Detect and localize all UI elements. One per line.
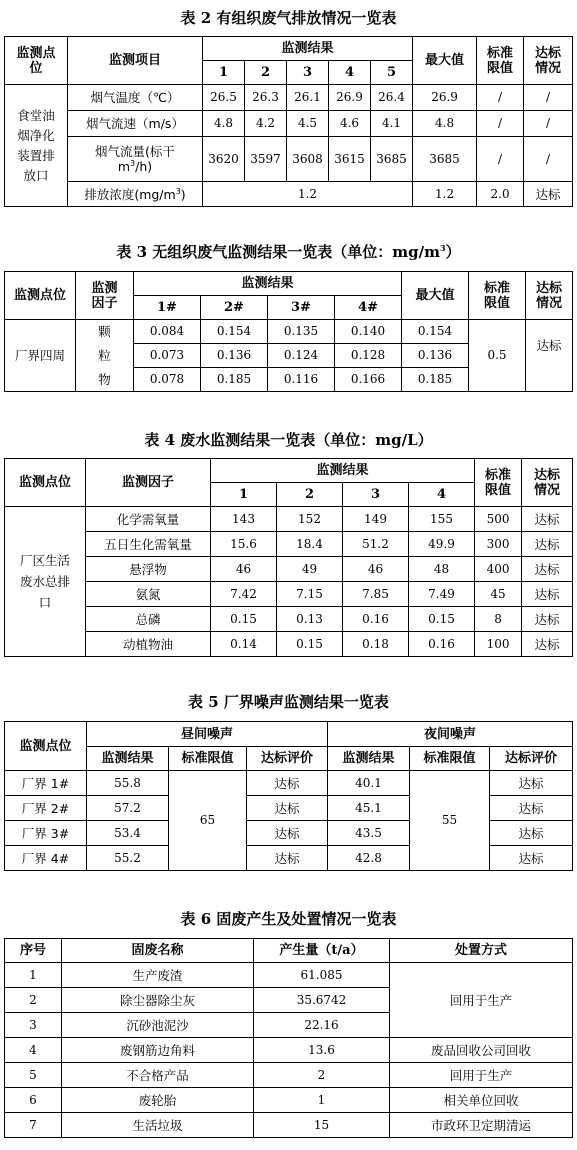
t6-head-disposal: 处置方式 bbox=[390, 939, 573, 963]
table-row bbox=[5, 1063, 573, 1088]
t3-value: 0.136 bbox=[201, 344, 268, 368]
t5-night-eval: 达标 bbox=[490, 771, 573, 796]
t4-value: 7.49 bbox=[409, 582, 475, 607]
table-row bbox=[5, 963, 573, 988]
table6-caption: 表 6 固废产生及处置情况一览表 bbox=[180, 910, 397, 928]
t2-ok: / bbox=[524, 85, 573, 111]
t4-value: 152 bbox=[277, 507, 343, 532]
t5-head-night-result: 监测结果 bbox=[328, 747, 410, 771]
t4-value: 7.42 bbox=[211, 582, 277, 607]
t3-point: 厂界四周 bbox=[5, 320, 76, 392]
t5-night-result: 40.1 bbox=[328, 771, 410, 796]
t3-head-n3: 3# bbox=[268, 296, 335, 320]
t4-value: 0.18 bbox=[343, 632, 409, 657]
t2-limit: / bbox=[477, 85, 524, 111]
table-row bbox=[5, 532, 573, 557]
t6-no: 3 bbox=[5, 1013, 62, 1038]
t6-name: 沉砂池泥沙 bbox=[62, 1013, 254, 1038]
table-row bbox=[5, 632, 573, 657]
t4-value: 0.16 bbox=[409, 632, 475, 657]
t2-head-item: 监测项目 bbox=[68, 37, 203, 85]
t4-value: 7.85 bbox=[343, 582, 409, 607]
t5-night-eval: 达标 bbox=[490, 796, 573, 821]
t4-value: 18.4 bbox=[277, 532, 343, 557]
t2-limit: / bbox=[477, 137, 524, 182]
t4-factor: 氨氮 bbox=[86, 582, 211, 607]
t4-factor: 化学需氧量 bbox=[86, 507, 211, 532]
t2-max: 3685 bbox=[413, 137, 477, 182]
t5-head-day: 昼间噪声 bbox=[87, 722, 328, 747]
t6-disposal: 市政环卫定期清运 bbox=[390, 1113, 573, 1138]
t4-ok: 达标 bbox=[522, 632, 573, 657]
t2-value: 4.5 bbox=[287, 111, 329, 137]
t2-item: 烟气温度（℃） bbox=[68, 85, 203, 111]
table-row bbox=[5, 1088, 573, 1113]
t4-head-n3: 3 bbox=[343, 483, 409, 507]
t6-disposal: 回用于生产 bbox=[390, 1063, 573, 1088]
t4-point: 厂区生活 废水总排 口 bbox=[5, 507, 86, 657]
t2-value: 3608 bbox=[287, 137, 329, 182]
t4-value: 0.15 bbox=[211, 607, 277, 632]
t2-head-n1: 1 bbox=[203, 61, 245, 85]
t4-ok: 达标 bbox=[522, 507, 573, 532]
t3-value: 0.084 bbox=[134, 320, 201, 344]
table-row bbox=[5, 557, 573, 582]
table4-caption: 表 4 废水监测结果一览表（单位：mg/L） bbox=[144, 431, 433, 449]
t2-value: 26.1 bbox=[287, 85, 329, 111]
t4-value: 46 bbox=[343, 557, 409, 582]
t6-name: 生产废渣 bbox=[62, 963, 254, 988]
t5-night-result: 43.5 bbox=[328, 821, 410, 846]
t4-value: 46 bbox=[211, 557, 277, 582]
t2-conc-sup: 3 bbox=[175, 186, 181, 196]
t4-value: 0.16 bbox=[343, 607, 409, 632]
t4-value: 15.6 bbox=[211, 532, 277, 557]
t4-head-limit: 标准 限值 bbox=[475, 459, 522, 507]
t6-no: 7 bbox=[5, 1113, 62, 1138]
t2-value: 26.3 bbox=[245, 85, 287, 111]
table-row bbox=[5, 320, 573, 344]
t2-head-n2: 2 bbox=[245, 61, 287, 85]
t2-conc-max: 1.2 bbox=[413, 182, 477, 207]
t2-max: 4.8 bbox=[413, 111, 477, 137]
t2-conc-value: 1.2 bbox=[203, 182, 413, 207]
t5-day-eval: 达标 bbox=[247, 821, 328, 846]
t6-disposal: 相关单位回收 bbox=[390, 1088, 573, 1113]
table-row bbox=[5, 771, 573, 796]
t2-head-max: 最大值 bbox=[413, 37, 477, 85]
t5-night-eval: 达标 bbox=[490, 846, 573, 871]
t6-name: 废钢筋边角料 bbox=[62, 1038, 254, 1063]
t2-head-point: 监测点 位 bbox=[5, 37, 68, 85]
t4-limit: 300 bbox=[475, 532, 522, 557]
t2-item-unit: m bbox=[117, 159, 131, 174]
t6-disposal: 废品回收公司回收 bbox=[390, 1038, 573, 1063]
t6-no: 4 bbox=[5, 1038, 62, 1063]
t2-value: 4.2 bbox=[245, 111, 287, 137]
t2-value: 26.9 bbox=[329, 85, 371, 111]
t3-caption-end: ） bbox=[445, 243, 461, 261]
t2-value: 3620 bbox=[203, 137, 245, 182]
t2-value: 4.1 bbox=[371, 111, 413, 137]
t4-ok: 达标 bbox=[522, 582, 573, 607]
t3-value: 0.185 bbox=[201, 368, 268, 392]
t2-value: 3685 bbox=[371, 137, 413, 182]
t5-head-point: 监测点位 bbox=[5, 722, 87, 771]
t5-night-result: 42.8 bbox=[328, 846, 410, 871]
t2-value: 26.4 bbox=[371, 85, 413, 111]
table2-caption: 表 2 有组织废气排放情况一览表 bbox=[180, 9, 397, 27]
t2-value: 26.5 bbox=[203, 85, 245, 111]
t2-max: 26.9 bbox=[413, 85, 477, 111]
table-row bbox=[5, 182, 573, 207]
table-row bbox=[5, 1038, 573, 1063]
t5-day-result: 55.8 bbox=[87, 771, 169, 796]
t3-max: 0.154 bbox=[402, 320, 469, 344]
t3-limit: 0.5 bbox=[469, 320, 526, 392]
t4-head-point: 监测点位 bbox=[5, 459, 86, 507]
t2-value: 4.8 bbox=[203, 111, 245, 137]
t6-amount: 2 bbox=[254, 1063, 390, 1088]
t2-item: 烟气流速（m/s） bbox=[68, 111, 203, 137]
table3 bbox=[4, 271, 573, 392]
t5-head-day-eval: 达标评价 bbox=[247, 747, 328, 771]
t4-head-n1: 1 bbox=[211, 483, 277, 507]
t2-conc-text: 排放浓度(mg/m bbox=[84, 186, 176, 202]
t6-amount: 1 bbox=[254, 1088, 390, 1113]
t2-item bbox=[68, 137, 203, 182]
t2-point: 食堂油 烟净化 装置排 放口 bbox=[5, 85, 68, 207]
t5-night-result: 45.1 bbox=[328, 796, 410, 821]
table5-caption: 表 5 厂界噪声监测结果一览表 bbox=[188, 693, 389, 711]
t6-head-no: 序号 bbox=[5, 939, 62, 963]
t5-point: 厂界 3# bbox=[5, 821, 87, 846]
t6-amount: 22.16 bbox=[254, 1013, 390, 1038]
t2-head-ok: 达标 情况 bbox=[524, 37, 573, 85]
t2-ok: / bbox=[524, 137, 573, 182]
t3-head-max: 最大值 bbox=[402, 272, 469, 320]
t4-value: 0.13 bbox=[277, 607, 343, 632]
t2-value: 4.6 bbox=[329, 111, 371, 137]
t4-value: 51.2 bbox=[343, 532, 409, 557]
t4-value: 149 bbox=[343, 507, 409, 532]
t3-ok: 达标 bbox=[526, 320, 573, 392]
t3-head-limit: 标准 限值 bbox=[469, 272, 526, 320]
t5-day-result: 53.4 bbox=[87, 821, 169, 846]
t2-head-n3: 3 bbox=[287, 61, 329, 85]
t2-head-limit: 标准 限值 bbox=[477, 37, 524, 85]
t5-day-eval: 达标 bbox=[247, 846, 328, 871]
table3-caption bbox=[0, 242, 577, 262]
t4-limit: 45 bbox=[475, 582, 522, 607]
t6-name: 生活垃圾 bbox=[62, 1113, 254, 1138]
t3-head-point: 监测点位 bbox=[5, 272, 76, 320]
table-row bbox=[5, 507, 573, 532]
t4-limit: 400 bbox=[475, 557, 522, 582]
t4-factor: 动植物油 bbox=[86, 632, 211, 657]
t6-head-name: 固废名称 bbox=[62, 939, 254, 963]
t4-value: 143 bbox=[211, 507, 277, 532]
table-row bbox=[5, 607, 573, 632]
t3-max: 0.136 bbox=[402, 344, 469, 368]
t5-point: 厂界 2# bbox=[5, 796, 87, 821]
t2-item-unit-end: /h) bbox=[135, 159, 153, 174]
t4-head-factor: 监测因子 bbox=[86, 459, 211, 507]
t2-item-sup: 3 bbox=[130, 158, 136, 168]
table4 bbox=[4, 458, 573, 657]
t2-value: 3597 bbox=[245, 137, 287, 182]
t3-value: 0.166 bbox=[335, 368, 402, 392]
table-row bbox=[5, 1113, 573, 1138]
t4-value: 49 bbox=[277, 557, 343, 582]
t3-factor-char: 物 bbox=[76, 368, 134, 392]
t5-head-day-result: 监测结果 bbox=[87, 747, 169, 771]
t5-day-result: 55.2 bbox=[87, 846, 169, 871]
t6-name: 除尘器除尘灰 bbox=[62, 988, 254, 1013]
t3-head-results: 监测结果 bbox=[134, 272, 402, 296]
t6-amount: 35.6742 bbox=[254, 988, 390, 1013]
t6-no: 5 bbox=[5, 1063, 62, 1088]
t2-conc-limit: 2.0 bbox=[477, 182, 524, 207]
table-row bbox=[5, 85, 573, 111]
t3-head-n1: 1# bbox=[134, 296, 201, 320]
t5-point: 厂界 4# bbox=[5, 846, 87, 871]
t3-factor-char: 粒 bbox=[76, 344, 134, 368]
t3-head-n2: 2# bbox=[201, 296, 268, 320]
t6-no: 1 bbox=[5, 963, 62, 988]
t2-head-results: 监测结果 bbox=[203, 37, 413, 61]
t3-value: 0.073 bbox=[134, 344, 201, 368]
t3-value: 0.116 bbox=[268, 368, 335, 392]
table-row bbox=[5, 137, 573, 182]
t3-value: 0.140 bbox=[335, 320, 402, 344]
t4-value: 155 bbox=[409, 507, 475, 532]
t3-head-n4: 4# bbox=[335, 296, 402, 320]
t2-value: 3615 bbox=[329, 137, 371, 182]
t5-head-night-limit: 标准限值 bbox=[410, 747, 490, 771]
t5-night-eval: 达标 bbox=[490, 821, 573, 846]
table-row bbox=[5, 582, 573, 607]
t5-head-night: 夜间噪声 bbox=[328, 722, 573, 747]
t6-name: 废轮胎 bbox=[62, 1088, 254, 1113]
t5-head-day-limit: 标准限值 bbox=[169, 747, 247, 771]
t5-day-result: 57.2 bbox=[87, 796, 169, 821]
t4-head-results: 监测结果 bbox=[211, 459, 475, 483]
t2-head-n5: 5 bbox=[371, 61, 413, 85]
t3-value: 0.154 bbox=[201, 320, 268, 344]
t2-item-text: 烟气流量(标干 bbox=[95, 144, 175, 159]
t6-head-amount: 产生量（t/a） bbox=[254, 939, 390, 963]
t5-night-limit: 55 bbox=[410, 771, 490, 871]
t4-factor: 总磷 bbox=[86, 607, 211, 632]
t4-limit: 8 bbox=[475, 607, 522, 632]
t4-head-ok: 达标 情况 bbox=[522, 459, 573, 507]
t4-factor: 悬浮物 bbox=[86, 557, 211, 582]
t5-point: 厂界 1# bbox=[5, 771, 87, 796]
t6-disposal: 回用于生产 bbox=[390, 963, 573, 1038]
t2-ok: / bbox=[524, 111, 573, 137]
t3-caption-sup: 3 bbox=[440, 243, 446, 253]
t4-value: 0.15 bbox=[409, 607, 475, 632]
t4-limit: 500 bbox=[475, 507, 522, 532]
t2-head-n4: 4 bbox=[329, 61, 371, 85]
t3-head-ok: 达标 情况 bbox=[526, 272, 573, 320]
t6-amount: 61.085 bbox=[254, 963, 390, 988]
t4-value: 7.15 bbox=[277, 582, 343, 607]
t6-amount: 13.6 bbox=[254, 1038, 390, 1063]
t6-name: 不合格产品 bbox=[62, 1063, 254, 1088]
t3-value: 0.128 bbox=[335, 344, 402, 368]
t4-value: 0.15 bbox=[277, 632, 343, 657]
t3-value: 0.078 bbox=[134, 368, 201, 392]
t6-no: 6 bbox=[5, 1088, 62, 1113]
t5-head-night-eval: 达标评价 bbox=[490, 747, 573, 771]
t2-conc-ok: 达标 bbox=[524, 182, 573, 207]
t4-ok: 达标 bbox=[522, 557, 573, 582]
t4-ok: 达标 bbox=[522, 607, 573, 632]
t4-head-n2: 2 bbox=[277, 483, 343, 507]
t3-value: 0.135 bbox=[268, 320, 335, 344]
t3-value: 0.124 bbox=[268, 344, 335, 368]
table2 bbox=[4, 36, 573, 207]
t3-max: 0.185 bbox=[402, 368, 469, 392]
t3-caption-text: 表 3 无组织废气监测结果一览表（单位：mg/m bbox=[116, 243, 440, 261]
t3-head-factor: 监测 因子 bbox=[76, 272, 134, 320]
t5-day-limit: 65 bbox=[169, 771, 247, 871]
t3-factor-char: 颗 bbox=[76, 320, 134, 344]
table6 bbox=[4, 938, 573, 1138]
t4-value: 48 bbox=[409, 557, 475, 582]
table5 bbox=[4, 721, 573, 871]
t4-value: 49.9 bbox=[409, 532, 475, 557]
t4-factor: 五日生化需氧量 bbox=[86, 532, 211, 557]
table-row bbox=[5, 111, 573, 137]
t5-day-eval: 达标 bbox=[247, 796, 328, 821]
t6-no: 2 bbox=[5, 988, 62, 1013]
t2-conc-end: ) bbox=[180, 186, 186, 202]
t4-value: 0.14 bbox=[211, 632, 277, 657]
t2-limit: / bbox=[477, 111, 524, 137]
t4-head-n4: 4 bbox=[409, 483, 475, 507]
t4-ok: 达标 bbox=[522, 532, 573, 557]
t5-day-eval: 达标 bbox=[247, 771, 328, 796]
t6-amount: 15 bbox=[254, 1113, 390, 1138]
t2-conc-item bbox=[68, 182, 203, 207]
t4-limit: 100 bbox=[475, 632, 522, 657]
